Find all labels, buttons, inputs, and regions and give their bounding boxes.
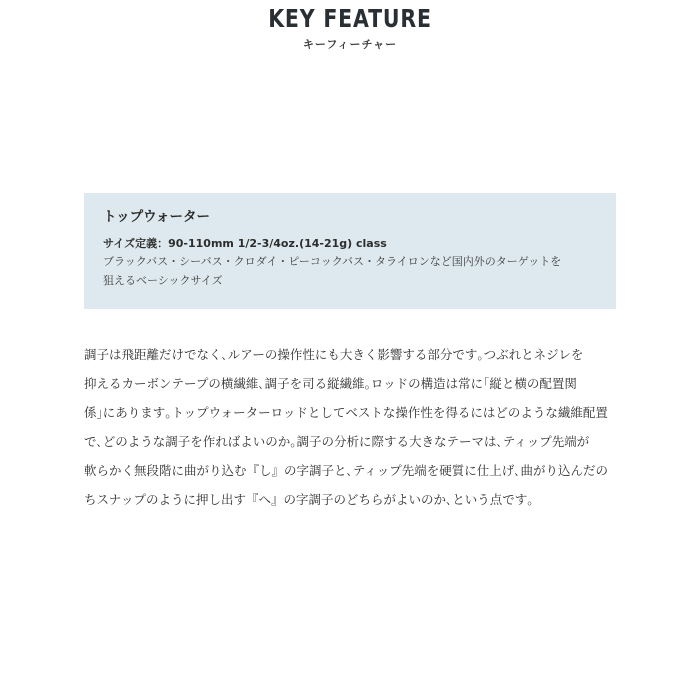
size-spec xyxy=(103,235,597,252)
target-description-line: ブラックバス・シーバス・クロダイ・ピーコックバス・タライロンなど国内外のターゲットを xyxy=(103,255,562,268)
target-description xyxy=(103,252,597,290)
page-subtitle: キーフィーチャー xyxy=(302,38,398,51)
body-paragraph xyxy=(84,340,624,514)
paragraph-line: 調子は飛距離だけでなく､ルアーの操作性にも大きく影響する部分です｡つぶれとネジレを xyxy=(84,347,584,362)
feature-heading: トップウォーター xyxy=(103,209,211,225)
page-title: KEY FEATURE xyxy=(268,4,432,33)
paragraph-line: 抑えるカーボンテープの横繊維､調子を司る縦繊維｡ロッドの構造は常に｢縦と横の配置関 xyxy=(84,376,577,391)
feature-info-box xyxy=(84,193,616,309)
paragraph-line: で､どのような調子を作ればよいのか｡調子の分析に際する大きなテーマは､ティップ先端が xyxy=(84,434,590,449)
size-spec-label: サイズ定義： xyxy=(103,237,169,250)
paragraph-line: 係｣にあります｡トップウォーターロッドとしてベストな操作性を得るにはどのような繊維配置 xyxy=(84,405,608,420)
paragraph-line: 軟らかく無段階に曲がり込む『し』の字調子と､ティップ先端を硬質に仕上げ､曲がり込んだの xyxy=(84,463,609,478)
size-spec-value: 90-110mm 1/2-3/4oz.(14-21g) class xyxy=(168,237,387,250)
paragraph-line: ちスナップのように押し出す『へ』の字調子のどちらがよいのか､という点です｡ xyxy=(84,492,534,507)
target-description-line: 狙えるベーシックサイズ xyxy=(103,274,223,287)
